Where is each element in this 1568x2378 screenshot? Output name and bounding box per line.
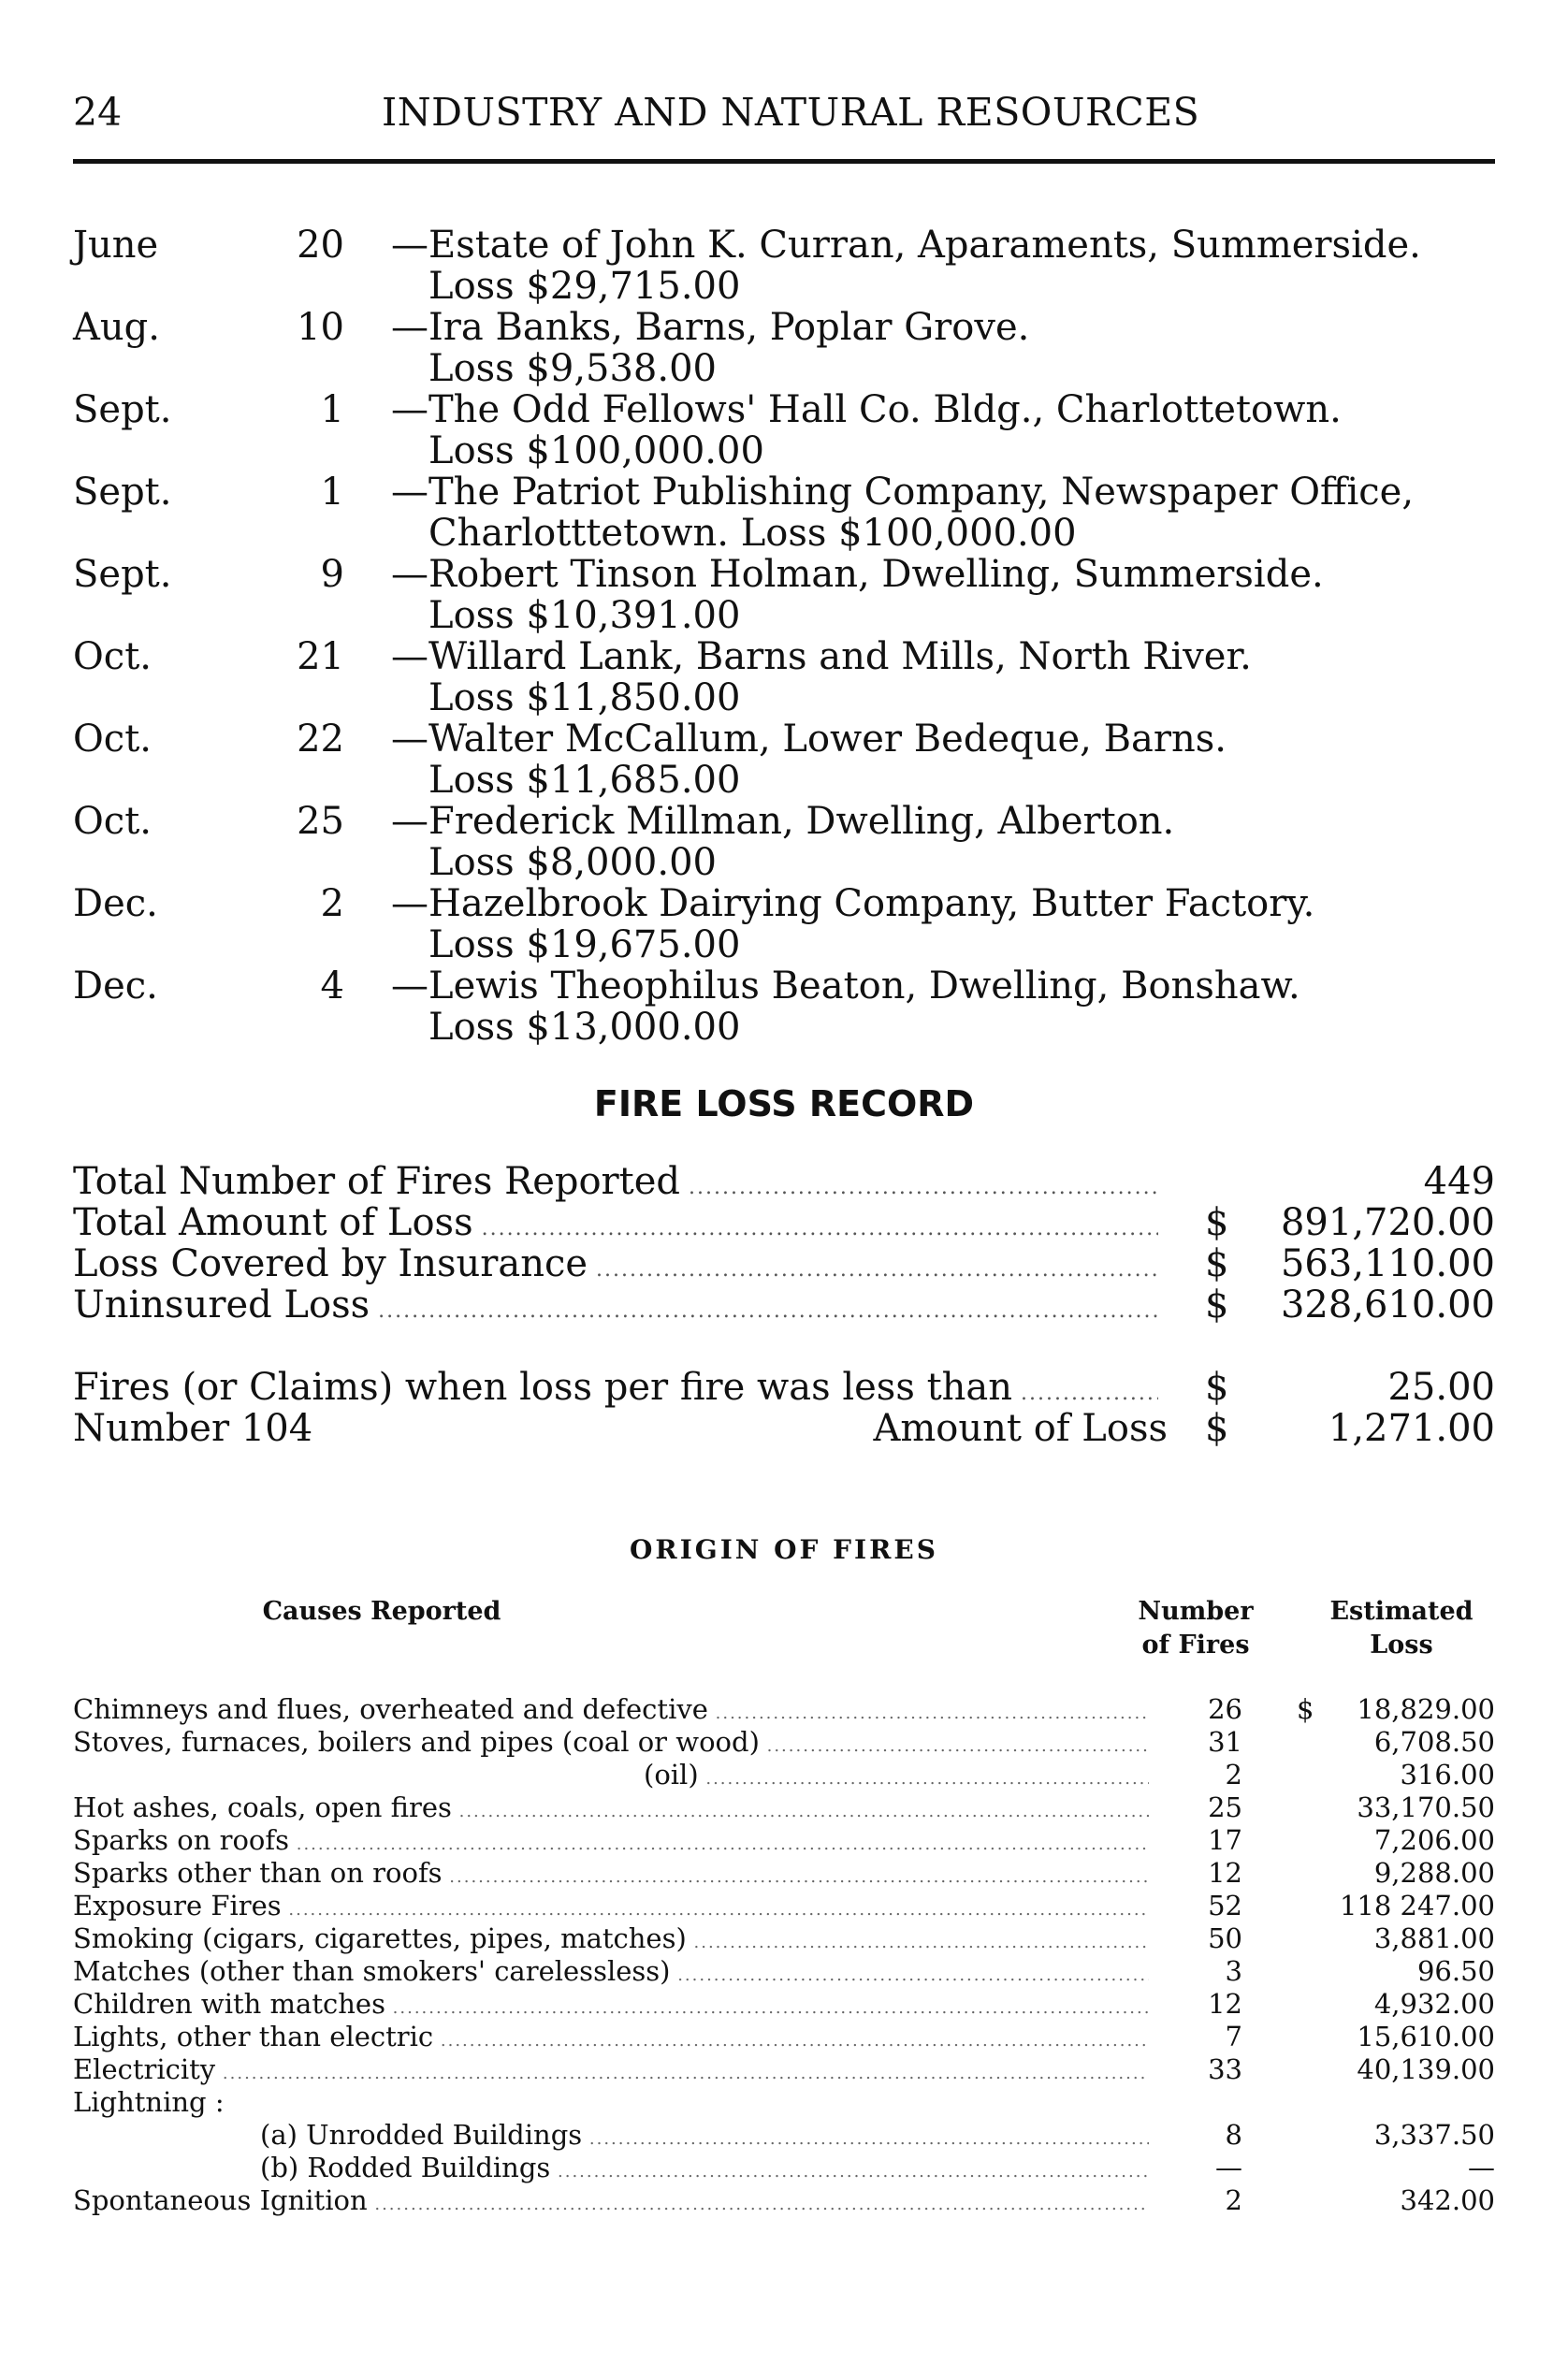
threshold-amount-currency: $ <box>1205 1407 1229 1450</box>
fire-count: — <box>1215 2152 1242 2183</box>
fire-description: —Robert Tinson Holman, Dwelling, Summerside. <box>391 553 1324 596</box>
fire-loss-record-title: FIRE LOSS RECORD <box>593 1083 975 1124</box>
summary-label: Uninsured Loss ..... <box>73 1283 1158 1327</box>
table-row <box>73 1791 1495 1824</box>
estimated-loss: 15,610.00 <box>1357 2021 1495 2052</box>
summary-value: 328,610.00 <box>1280 1283 1495 1327</box>
summary-label: Total Number of Fires Reported ..... <box>73 1160 1158 1203</box>
estimated-loss: 33,170.50 <box>1357 1791 1495 1823</box>
fire-count: 26 <box>1208 1693 1242 1725</box>
threshold-currency: $ <box>1205 1366 1229 1409</box>
estimated-loss: 118 247.00 <box>1339 1890 1495 1921</box>
cause-label: Electricity ..... <box>73 2053 1149 2085</box>
estimated-loss: 3,337.50 <box>1373 2119 1495 2151</box>
table-row <box>73 2021 1495 2053</box>
fire-month: June <box>73 224 159 267</box>
fire-day: 1 <box>320 388 344 431</box>
cause-label: Smoking (cigars, cigarettes, pipes, matches) ..... <box>73 1922 1149 1954</box>
estimated-loss: 40,139.00 <box>1357 2053 1495 2085</box>
fire-month: Dec. <box>73 882 158 925</box>
summary-currency: $ <box>1205 1283 1229 1327</box>
estimated-loss: 342.00 <box>1400 2184 1495 2216</box>
fire-description: —The Odd Fellows' Hall Co. Bldg., Charlottetown. <box>391 388 1342 431</box>
fire-description: —Estate of John K. Curran, Aparaments, Summerside. <box>391 224 1421 267</box>
estimated-loss: 96.50 <box>1416 1955 1495 1987</box>
fire-month: Oct. <box>73 718 152 761</box>
fire-count: 12 <box>1208 1988 1242 2020</box>
table-row <box>73 1726 1495 1759</box>
fire-description: —Willard Lank, Barns and Mills, North River. <box>391 635 1252 678</box>
fire-month: Sept. <box>73 553 172 596</box>
fire-month: Oct. <box>73 800 152 843</box>
col-head-loss-line1: Estimated <box>1329 1597 1474 1626</box>
fire-description: —Hazelbrook Dairying Company, Butter Factory. <box>391 882 1315 925</box>
fire-entry <box>73 554 1495 636</box>
summary-label: Total Amount of Loss ..... <box>73 1201 1158 1244</box>
fire-loss: Loss $9,538.00 <box>428 347 717 390</box>
fire-count: 2 <box>1225 1759 1242 1791</box>
fire-count: 52 <box>1208 1890 1242 1921</box>
fire-count: 12 <box>1208 1857 1242 1889</box>
fire-description: —Walter McCallum, Lower Bedeque, Barns. <box>391 718 1227 761</box>
header-rule <box>73 159 1495 164</box>
fire-month: Dec. <box>73 964 158 1008</box>
table-row <box>73 1693 1495 1726</box>
summary-row <box>73 1160 1495 1201</box>
fire-day: 25 <box>297 800 344 843</box>
estimated-loss: 6,708.50 <box>1373 1726 1495 1758</box>
fire-description: —Frederick Millman, Dwelling, Alberton. <box>391 800 1175 843</box>
fire-entry <box>73 965 1495 1048</box>
estimated-loss: 9,288.00 <box>1373 1857 1495 1889</box>
fire-month: Sept. <box>73 471 172 514</box>
threshold-label: Fires (or Claims) when loss per fire was less than ..... <box>73 1366 1158 1409</box>
estimated-loss: 3,881.00 <box>1373 1922 1495 1954</box>
estimated-loss: 4,932.00 <box>1373 1988 1495 2020</box>
col-head-number-line1: Number <box>1138 1597 1254 1626</box>
summary-value: 563,110.00 <box>1280 1242 1495 1285</box>
estimated-loss: 316.00 <box>1400 1759 1495 1791</box>
table-row <box>73 1759 1495 1791</box>
summary-row <box>73 1283 1495 1325</box>
fire-day: 4 <box>320 964 344 1008</box>
cause-label: Lightning : <box>73 2086 225 2118</box>
table-row <box>73 1955 1495 1988</box>
running-head <box>73 90 1495 146</box>
fire-loss: Loss $100,000.00 <box>428 429 764 472</box>
col-head-number <box>1102 1595 1289 1662</box>
cause-label: Hot ashes, coals, open fires ..... <box>73 1791 1149 1823</box>
estimated-loss: 7,206.00 <box>1373 1824 1495 1856</box>
fire-entry <box>73 801 1495 883</box>
fire-loss: Loss $19,675.00 <box>428 923 741 966</box>
fire-entry <box>73 636 1495 718</box>
origin-of-fires-title: ORIGIN OF FIRES <box>630 1534 938 1565</box>
summary-row <box>73 1201 1495 1242</box>
summary-value: 891,720.00 <box>1280 1201 1495 1244</box>
cause-label: (oil) ..... <box>644 1759 1149 1791</box>
cause-label: Children with matches ..... <box>73 1988 1149 2020</box>
table-row <box>73 2184 1495 2217</box>
cause-label: Sparks other than on roofs ..... <box>73 1857 1149 1889</box>
fire-day: 1 <box>320 471 344 514</box>
threshold-number: Number 104 <box>73 1407 313 1450</box>
fire-loss: Loss $11,685.00 <box>428 759 741 802</box>
table-row <box>73 2119 1495 2152</box>
fire-day: 2 <box>320 882 344 925</box>
cause-label: Sparks on roofs ..... <box>73 1824 1149 1856</box>
threshold-amount-label: Amount of Loss <box>873 1407 1168 1450</box>
fire-entry <box>73 883 1495 965</box>
estimated-loss: — <box>1468 2152 1495 2183</box>
fire-count: 33 <box>1208 2053 1242 2085</box>
cause-label: Exposure Fires ..... <box>73 1890 1149 1921</box>
cause-label: Matches (other than smokers' carelessless) ..... <box>73 1955 1149 1987</box>
fire-count: 50 <box>1208 1922 1242 1954</box>
table-row <box>73 1988 1495 2021</box>
fire-count: 17 <box>1208 1824 1242 1856</box>
fire-loss: Loss $13,000.00 <box>428 1006 741 1049</box>
page-number: 24 <box>73 90 123 135</box>
fire-list <box>73 225 1495 1048</box>
running-title: INDUSTRY AND NATURAL RESOURCES <box>382 90 1200 135</box>
summary-currency: $ <box>1205 1242 1229 1285</box>
fire-month: Sept. <box>73 388 172 431</box>
fire-day: 20 <box>297 224 344 267</box>
col-head-number-line2: of Fires <box>1141 1631 1250 1660</box>
cause-label: (b) Rodded Buildings ..... <box>260 2152 1149 2183</box>
threshold-amount-value: 1,271.00 <box>1328 1407 1495 1450</box>
fire-entry <box>73 389 1495 471</box>
estimated-loss: 18,829.00 <box>1357 1693 1495 1725</box>
fire-loss: Charlotttetown. Loss $100,000.00 <box>428 512 1077 555</box>
fire-loss: Loss $11,850.00 <box>428 676 741 719</box>
table-row <box>73 1857 1495 1890</box>
col-head-causes: Causes Reported <box>262 1597 501 1626</box>
threshold-value: 25.00 <box>1387 1366 1495 1409</box>
col-head-loss-line2: Loss <box>1370 1631 1433 1660</box>
table-row <box>73 1922 1495 1955</box>
fire-day: 21 <box>297 635 344 678</box>
fire-day: 9 <box>320 553 344 596</box>
origin-table <box>73 1693 1495 2217</box>
fire-entry <box>73 307 1495 389</box>
loss-currency: $ <box>1297 1693 1314 1725</box>
fire-entry <box>73 225 1495 307</box>
fire-count: 8 <box>1225 2119 1242 2151</box>
fire-count: 3 <box>1225 1955 1242 1987</box>
fire-count: 25 <box>1208 1791 1242 1823</box>
fire-month: Aug. <box>73 306 160 349</box>
table-row <box>73 1824 1495 1857</box>
fire-month: Oct. <box>73 635 152 678</box>
summary-row <box>73 1242 1495 1283</box>
threshold-amount-row <box>73 1407 1495 1448</box>
summary-label: Loss Covered by Insurance ..... <box>73 1242 1158 1285</box>
col-head-loss <box>1308 1595 1495 1662</box>
table-row <box>73 2152 1495 2184</box>
fire-loss: Loss $8,000.00 <box>428 841 717 884</box>
fire-loss: Loss $10,391.00 <box>428 594 741 637</box>
fire-loss: Loss $29,715.00 <box>428 265 741 308</box>
summary-value: 449 <box>1423 1160 1495 1203</box>
fire-day: 22 <box>297 718 344 761</box>
table-row <box>73 2053 1495 2086</box>
cause-label: Stoves, furnaces, boilers and pipes (coal or wood) ..... <box>73 1726 1149 1758</box>
fire-count: 31 <box>1208 1726 1242 1758</box>
fire-description: —The Patriot Publishing Company, Newspaper Office, <box>391 471 1415 514</box>
cause-label: Lights, other than electric ..... <box>73 2021 1149 2052</box>
cause-label: (a) Unrodded Buildings ..... <box>260 2119 1149 2151</box>
fire-entry <box>73 471 1495 554</box>
fire-entry <box>73 718 1495 801</box>
cause-label: Chimneys and flues, overheated and defective ..... <box>73 1693 1149 1725</box>
table-row <box>73 1890 1495 1922</box>
threshold-row <box>73 1366 1495 1407</box>
fire-description: —Ira Banks, Barns, Poplar Grove. <box>391 306 1030 349</box>
fire-day: 10 <box>297 306 344 349</box>
summary-currency: $ <box>1205 1201 1229 1244</box>
fire-count: 7 <box>1225 2021 1242 2052</box>
fire-count: 2 <box>1225 2184 1242 2216</box>
fire-description: —Lewis Theophilus Beaton, Dwelling, Bonshaw. <box>391 964 1300 1008</box>
cause-label: Spontaneous Ignition ..... <box>73 2184 1149 2216</box>
fire-loss-summary <box>73 1160 1495 1325</box>
threshold-block <box>73 1366 1495 1448</box>
table-row <box>73 2086 1495 2119</box>
